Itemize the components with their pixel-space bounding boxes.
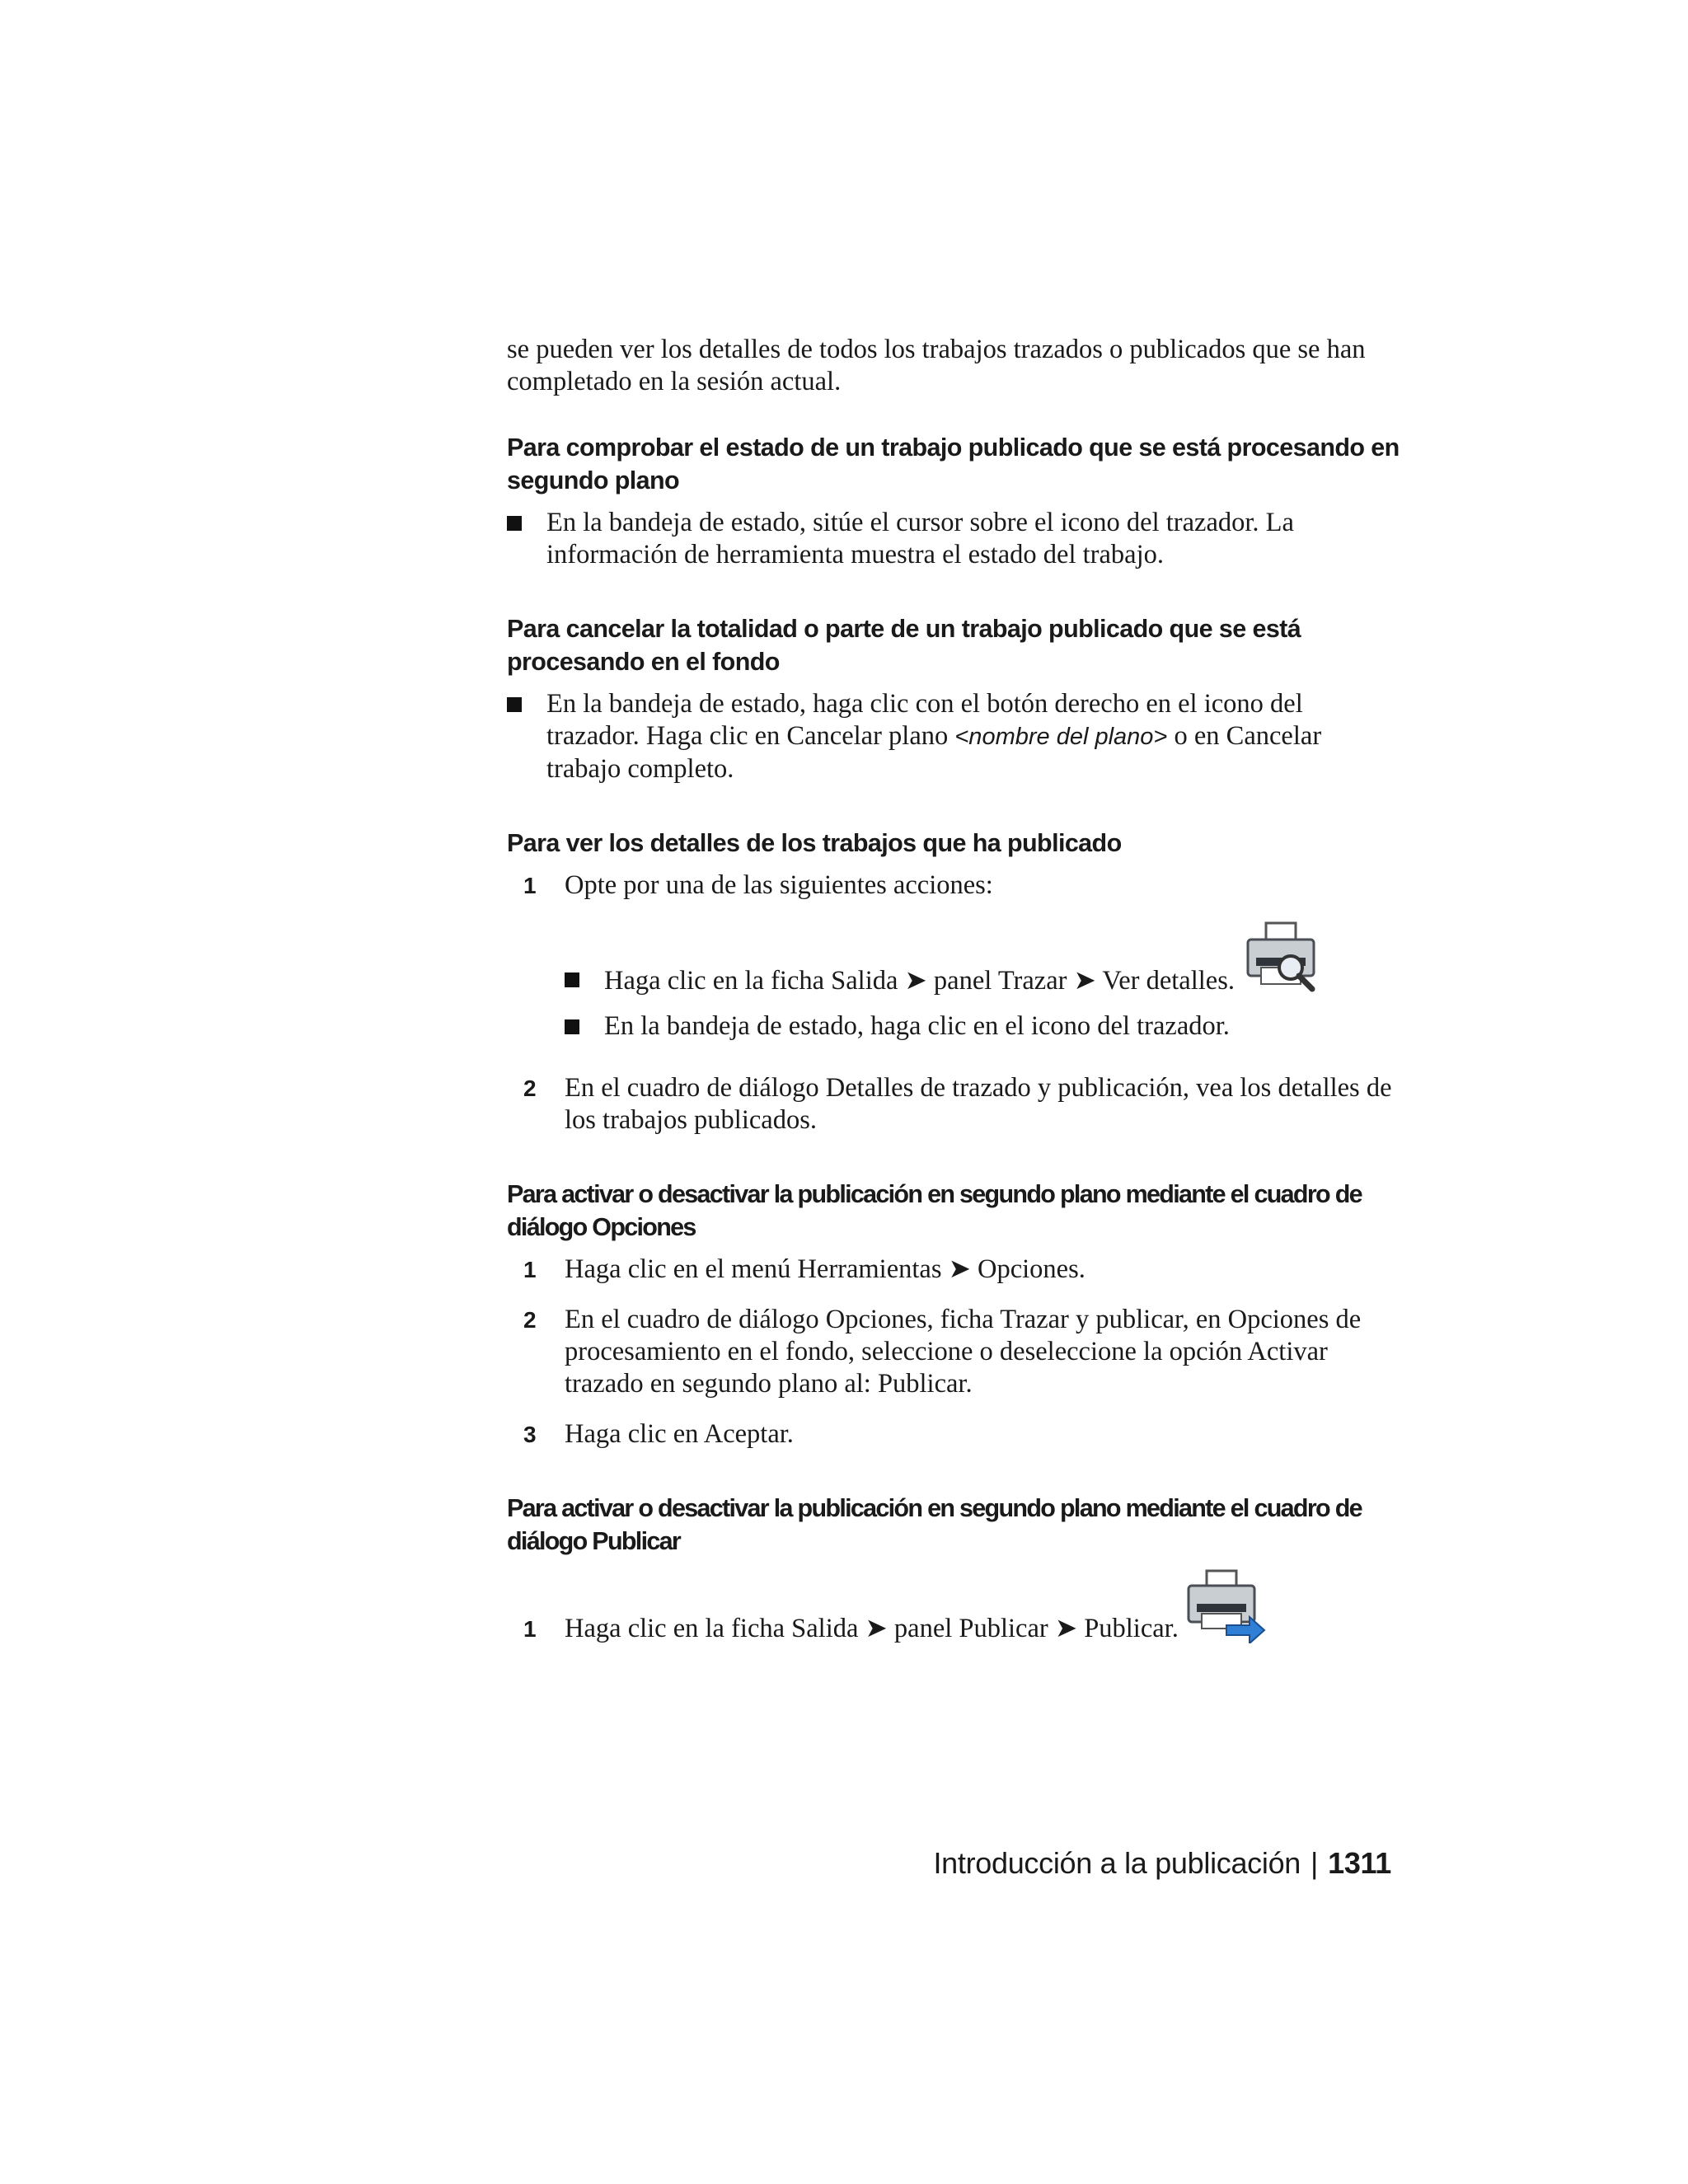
- step-text: Haga clic en el menú Herramientas ➤ Opciones.: [565, 1254, 1085, 1284]
- list-item: [507, 507, 1401, 571]
- bullet-text-part2: o en Cancelar trabajo completo.: [546, 721, 1322, 784]
- step-text: En el cuadro de diálogo Opciones, ficha Trazar y publicar, en Opciones de procesamiento en el fondo, seleccione o deseleccione la opción Activar trazado en segundo plano al: Publicar.: [565, 1305, 1362, 1399]
- footer-title: Introducción a la publicación: [933, 1846, 1301, 1880]
- list-item: [565, 920, 1401, 996]
- publish-icon: [1185, 1568, 1268, 1643]
- step-item: [507, 1254, 1401, 1286]
- bullet-square-icon: [565, 1019, 579, 1034]
- step-number: 1: [523, 1616, 537, 1642]
- step-item: [507, 1568, 1401, 1643]
- plot-details-icon: [1243, 920, 1319, 996]
- section-heading-options-dialog: Para activar o desactivar la publicación en segundo plano mediante el cuadro de diálogo Opciones: [507, 1180, 1362, 1241]
- step-number: 1: [523, 873, 537, 898]
- bullet-text-part1: En la bandeja de estado, haga clic con el botón derecho en el icono del trazador. Haga clic en Cancelar plano: [546, 689, 1303, 751]
- footer-separator: |: [1311, 1846, 1319, 1880]
- step-number: 3: [523, 1422, 537, 1447]
- section-heading-view-details: Para ver los detalles de los trabajos que ha publicado: [507, 829, 1122, 857]
- bullet-square-icon: [565, 972, 579, 987]
- bullet-text: En la bandeja de estado, sitúe el cursor sobre el icono del trazador. La información de herramienta muestra el estado del trabajo.: [546, 508, 1294, 569]
- sub-list: [565, 920, 1401, 1043]
- page-content: [507, 334, 1401, 1643]
- step-item: [507, 869, 1401, 902]
- sheet-name-placeholder: <nombre del plano>: [954, 724, 1168, 750]
- page-footer: [933, 1846, 1391, 1881]
- step-text: Haga clic en Aceptar.: [565, 1419, 794, 1449]
- page-number: 1311: [1328, 1846, 1391, 1880]
- section-heading-publish-dialog: Para activar o desactivar la publicación en segundo plano mediante el cuadro de diálogo Publicar: [507, 1494, 1362, 1555]
- step-text: En el cuadro de diálogo Detalles de trazado y publicación, vea los detalles de los trabajos publicados.: [565, 1073, 1392, 1135]
- sub-step-text: En la bandeja de estado, haga clic en el icono del trazador.: [604, 1011, 1230, 1041]
- step-number: 2: [523, 1076, 537, 1101]
- step-item: [507, 1304, 1401, 1400]
- list-item: [565, 1010, 1401, 1043]
- bullet-square-icon: [507, 516, 522, 531]
- intro-paragraph: se pueden ver los detalles de todos los trabajos trazados o publicados que se han completado en la sesión actual.: [507, 335, 1366, 396]
- step-text: Opte por una de las siguientes acciones:: [565, 870, 993, 900]
- bullet-text: [546, 688, 1401, 785]
- section-heading-cancel-job: Para cancelar la totalidad o parte de un trabajo publicado que se está procesando en el fondo: [507, 615, 1301, 676]
- section-heading-check-status: Para comprobar el estado de un trabajo publicado que se está procesando en segundo plano: [507, 434, 1400, 494]
- step-number: 1: [523, 1257, 537, 1282]
- list-item: [507, 688, 1401, 785]
- step-item: [507, 1072, 1401, 1137]
- step-text: Haga clic en la ficha Salida ➤ panel Publicar ➤ Publicar.: [565, 1614, 1179, 1643]
- step-item: [507, 1418, 1401, 1451]
- step-number: 2: [523, 1307, 537, 1333]
- bullet-square-icon: [507, 697, 522, 712]
- sub-step-text: Haga clic en la ficha Salida ➤ panel Trazar ➤ Ver detalles.: [604, 966, 1235, 996]
